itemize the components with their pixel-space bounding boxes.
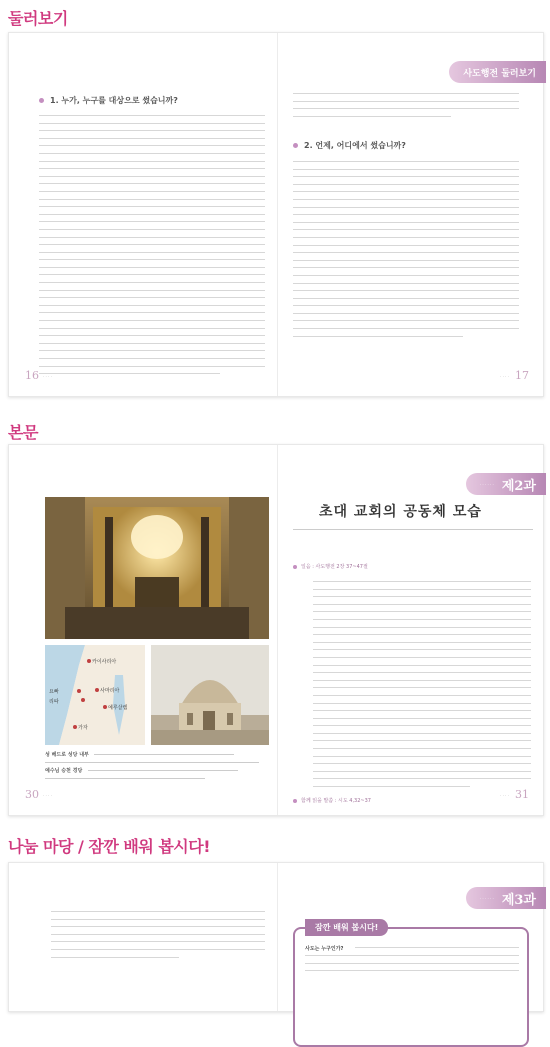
body-text-block <box>51 911 265 964</box>
right-page <box>277 863 545 1011</box>
cathedral-interior-photo <box>45 497 269 639</box>
map-label: 요빠 <box>49 689 59 695</box>
lesson-title: 초대 교회의 공동체 모습 <box>319 504 482 520</box>
memory-verse-marker: 함께 읽을 말씀 : 시도 4,32~37 <box>293 797 371 804</box>
section-title-preview: 둘러보기 <box>8 9 68 28</box>
bullet-dot-icon <box>293 565 297 569</box>
lesson-pill: · · · · · · 제3과 <box>466 887 546 909</box>
lesson-pill: · · · · · · 제2과 <box>466 473 546 495</box>
page-footer-tag: · · · · <box>500 793 509 798</box>
left-page <box>9 445 277 815</box>
ascension-chapel-photo <box>151 645 269 745</box>
israel-map <box>45 645 145 745</box>
body-text-block <box>39 115 265 381</box>
bullet-dot-icon <box>293 799 297 803</box>
page-number-right: 31 <box>515 788 529 801</box>
book-spread-main <box>8 444 544 816</box>
body-text-block <box>293 161 519 343</box>
page-footer-tag: · · · · <box>43 793 52 798</box>
learn-box <box>293 923 529 1047</box>
section-title-main-text: 본문 <box>8 423 38 442</box>
reading-marker: 일음 : 사도행전 2장 37~47절 <box>293 563 368 570</box>
question-heading-2: 2. 언제, 어디에서 썼습니까? <box>293 140 406 151</box>
photo-caption <box>45 751 269 783</box>
map-label: 리따 <box>49 699 59 705</box>
bullet-dot-icon <box>39 98 44 103</box>
left-page <box>9 33 277 396</box>
learn-box-text <box>355 947 519 955</box>
section-title-sharing: 나눔 마당 / 잠깐 배워 봅시다! <box>8 837 211 856</box>
body-text-block <box>293 93 519 123</box>
page-footer-tag: · · · · <box>500 374 509 379</box>
map-label: 카이사리아 <box>92 659 117 665</box>
right-page <box>277 445 545 815</box>
page-number-left: 16 <box>25 369 39 382</box>
learn-box-lead: 사도는 누구인가? <box>305 946 344 952</box>
question-heading-1: 1. 누가, 누구를 대상으로 썼습니까? <box>39 95 178 106</box>
scripture-text-block <box>313 581 531 794</box>
page-footer-tag: · · · · <box>43 374 52 379</box>
page-number-right: 17 <box>515 369 529 382</box>
map-label: 사마리아 <box>100 688 120 694</box>
book-spread-sharing <box>8 862 544 1012</box>
caption-title-2: 예수님 승천 경당 <box>45 768 83 774</box>
caption-title-1: 성 베드로 성당 내부 <box>45 752 89 758</box>
bullet-dot-icon <box>293 143 298 148</box>
section-header-pill: 사도행전 둘러보기 <box>449 61 546 83</box>
divider <box>293 529 533 530</box>
right-page <box>277 33 545 396</box>
book-spread-preview <box>8 32 544 397</box>
left-page <box>9 863 277 1011</box>
learn-box-title: 잠깐 배워 봅시다! <box>305 919 388 936</box>
learn-box-text <box>305 955 519 978</box>
map-label: 예루살렘 <box>108 705 128 711</box>
page-number-left: 30 <box>25 788 39 801</box>
map-label: 가자 <box>78 725 88 731</box>
